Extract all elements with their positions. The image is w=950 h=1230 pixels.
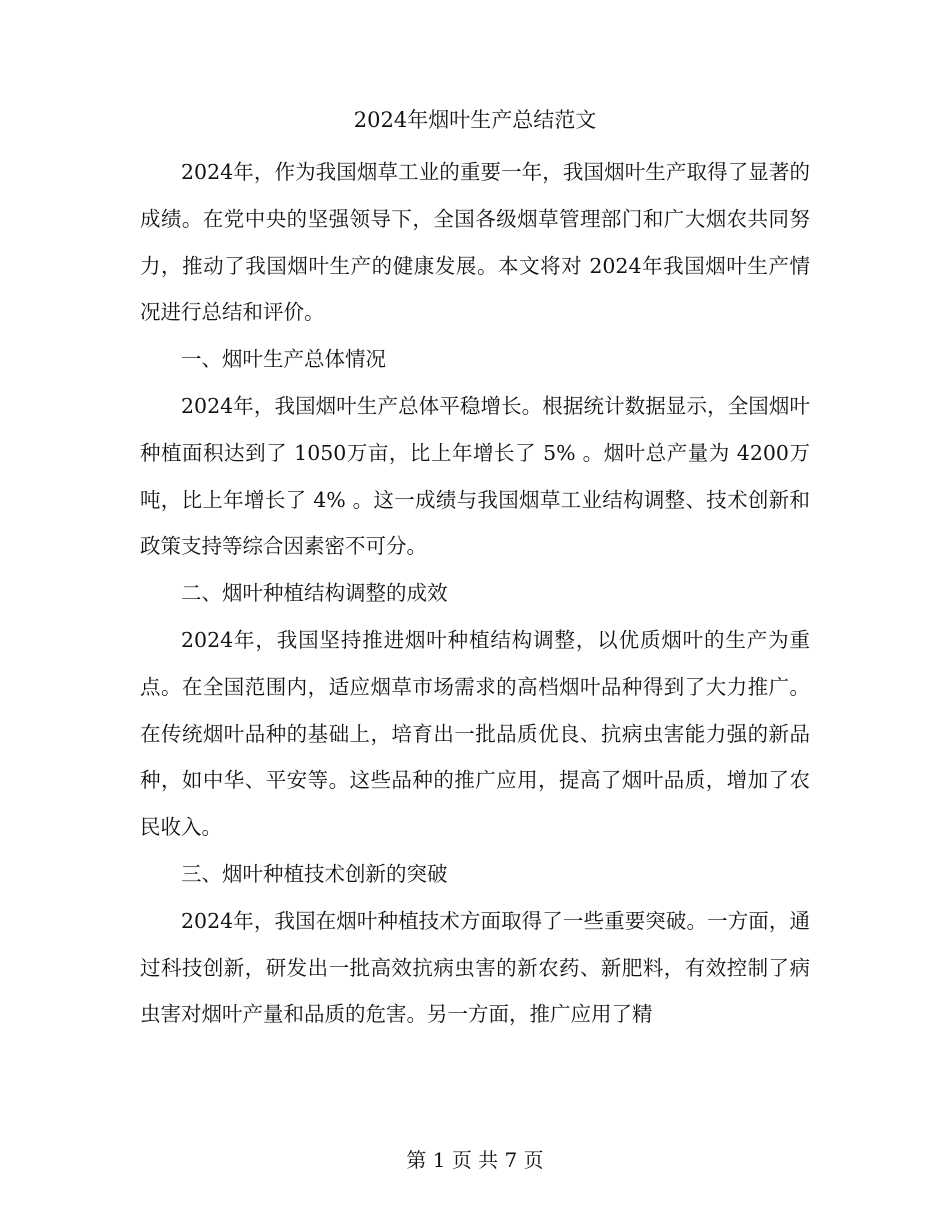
document-title: 2024年烟叶生产总结范文 xyxy=(353,108,597,132)
section-heading-3: 三、烟叶种植技术创新的突破 xyxy=(181,861,448,886)
section-paragraph-2: 2024年，我国坚持推进烟叶种植结构调整，以优质烟叶的生产为重点。在全国范围内，适应烟草市场需求的高档烟叶品种得到了大力推广。在传统烟叶品种的基础上，培育出一批品质优良、抗病虫害能力强的新品种，如中华、平安等。这些品种的推广应用，提高了烟叶品质，增加了农民收入。 xyxy=(140,627,810,840)
section-paragraph-1: 2024年，我国烟叶生产总体平稳增长。根据统计数据显示，全国烟叶种植面积达到了 1050万亩，比上年增长了 5% 。烟叶总产量为 4200万吨，比上年增长了 4% 。这一成绩与我国烟草工业结构调整、技术创新和政策支持等综合因素密不可分。 xyxy=(140,393,810,559)
section-paragraph-3: 2024年，我国在烟叶种植技术方面取得了一些重要突破。一方面，通过科技创新，研发出一批高效抗病虫害的新农药、新肥料，有效控制了病虫害对烟叶产量和品质的危害。另一方面，推广应用了精 xyxy=(140,908,810,1027)
intro-paragraph: 2024年，作为我国烟草工业的重要一年，我国烟叶生产取得了显著的成绩。在党中央的坚强领导下，全国各级烟草管理部门和广大烟农共同努力，推动了我国烟叶生产的健康发展。本文将对 2024年我国烟叶生产情况进行总结和评价。 xyxy=(140,160,810,325)
document-body xyxy=(140,149,810,1038)
section-heading-2: 二、烟叶种植结构调整的成效 xyxy=(181,581,448,606)
section-heading-1: 一、烟叶生产总体情况 xyxy=(181,347,386,372)
page-footer: 第 1 页 共 7 页 xyxy=(406,1148,544,1172)
